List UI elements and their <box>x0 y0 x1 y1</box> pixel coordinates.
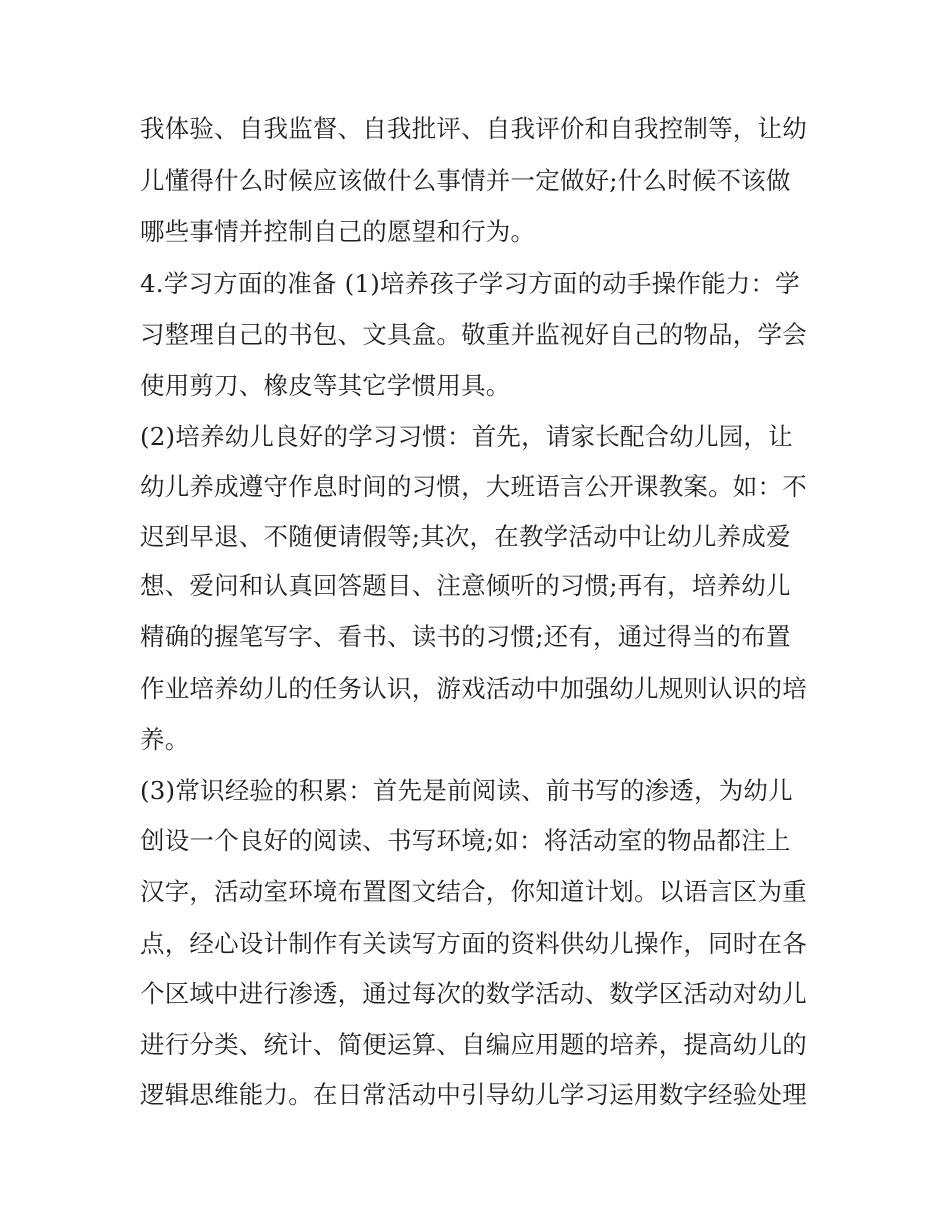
text-line: 精确的握笔写字、看书、读书的习惯;还有，通过得当的布置 <box>140 622 791 651</box>
text-line: 儿懂得什么时候应该做什么事情并一定做好;什么时候不该做 <box>140 166 791 195</box>
text-line: 养。 <box>140 725 190 754</box>
text-line: (3)常识经验的积累：首先是前阅读、前书写的渗透，为幼儿 <box>140 776 793 805</box>
text-line: 4.学习方面的准备 (1)培养孩子学习方面的动手操作能力：学 <box>140 269 800 298</box>
text-line: 进行分类、统计、简便运算、自编应用题的培养，提高幼儿的 <box>140 1030 807 1059</box>
text-line: 幼儿养成遵守作息时间的习惯，大班语言公开课教案。如：不 <box>140 472 807 501</box>
text-line: 使用剪刀、橡皮等其它学惯用具。 <box>140 371 511 400</box>
text-line: 迟到早退、不随便请假等;其次，在教学活动中让幼儿养成爱 <box>140 522 791 551</box>
text-line: 作业培养幼儿的任务认识，游戏活动中加强幼儿规则认识的培 <box>140 674 807 703</box>
text-line: 我体验、自我监督、自我批评、自我评价和自我控制等，让幼 <box>140 114 807 143</box>
text-line: 点，经心设计制作有关读写方面的资料供幼儿操作，同时在各 <box>140 929 807 958</box>
text-line: 逻辑思维能力。在日常活动中引导幼儿学习运用数字经验处理 <box>140 1080 807 1109</box>
text-line: 习整理自己的书包、文具盒。敬重并监视好自己的物品，学会 <box>140 320 807 349</box>
text-line: 汉字，活动室环境布置图文结合，你知道计划。以语言区为重 <box>140 877 807 906</box>
text-line: 创设一个良好的阅读、书写环境;如：将活动室的物品都注上 <box>140 826 791 855</box>
text-line: 个区域中进行渗透，通过每次的数学活动、数学区活动对幼儿 <box>140 979 807 1008</box>
text-line: 想、爱问和认真回答题目、注意倾听的习惯;再有，培养幼儿 <box>140 571 791 600</box>
text-line: (2)培养幼儿良好的学习习惯：首先，请家长配合幼儿园，让 <box>140 422 793 451</box>
text-line: 哪些事情并控制自己的愿望和行为。 <box>140 217 536 246</box>
